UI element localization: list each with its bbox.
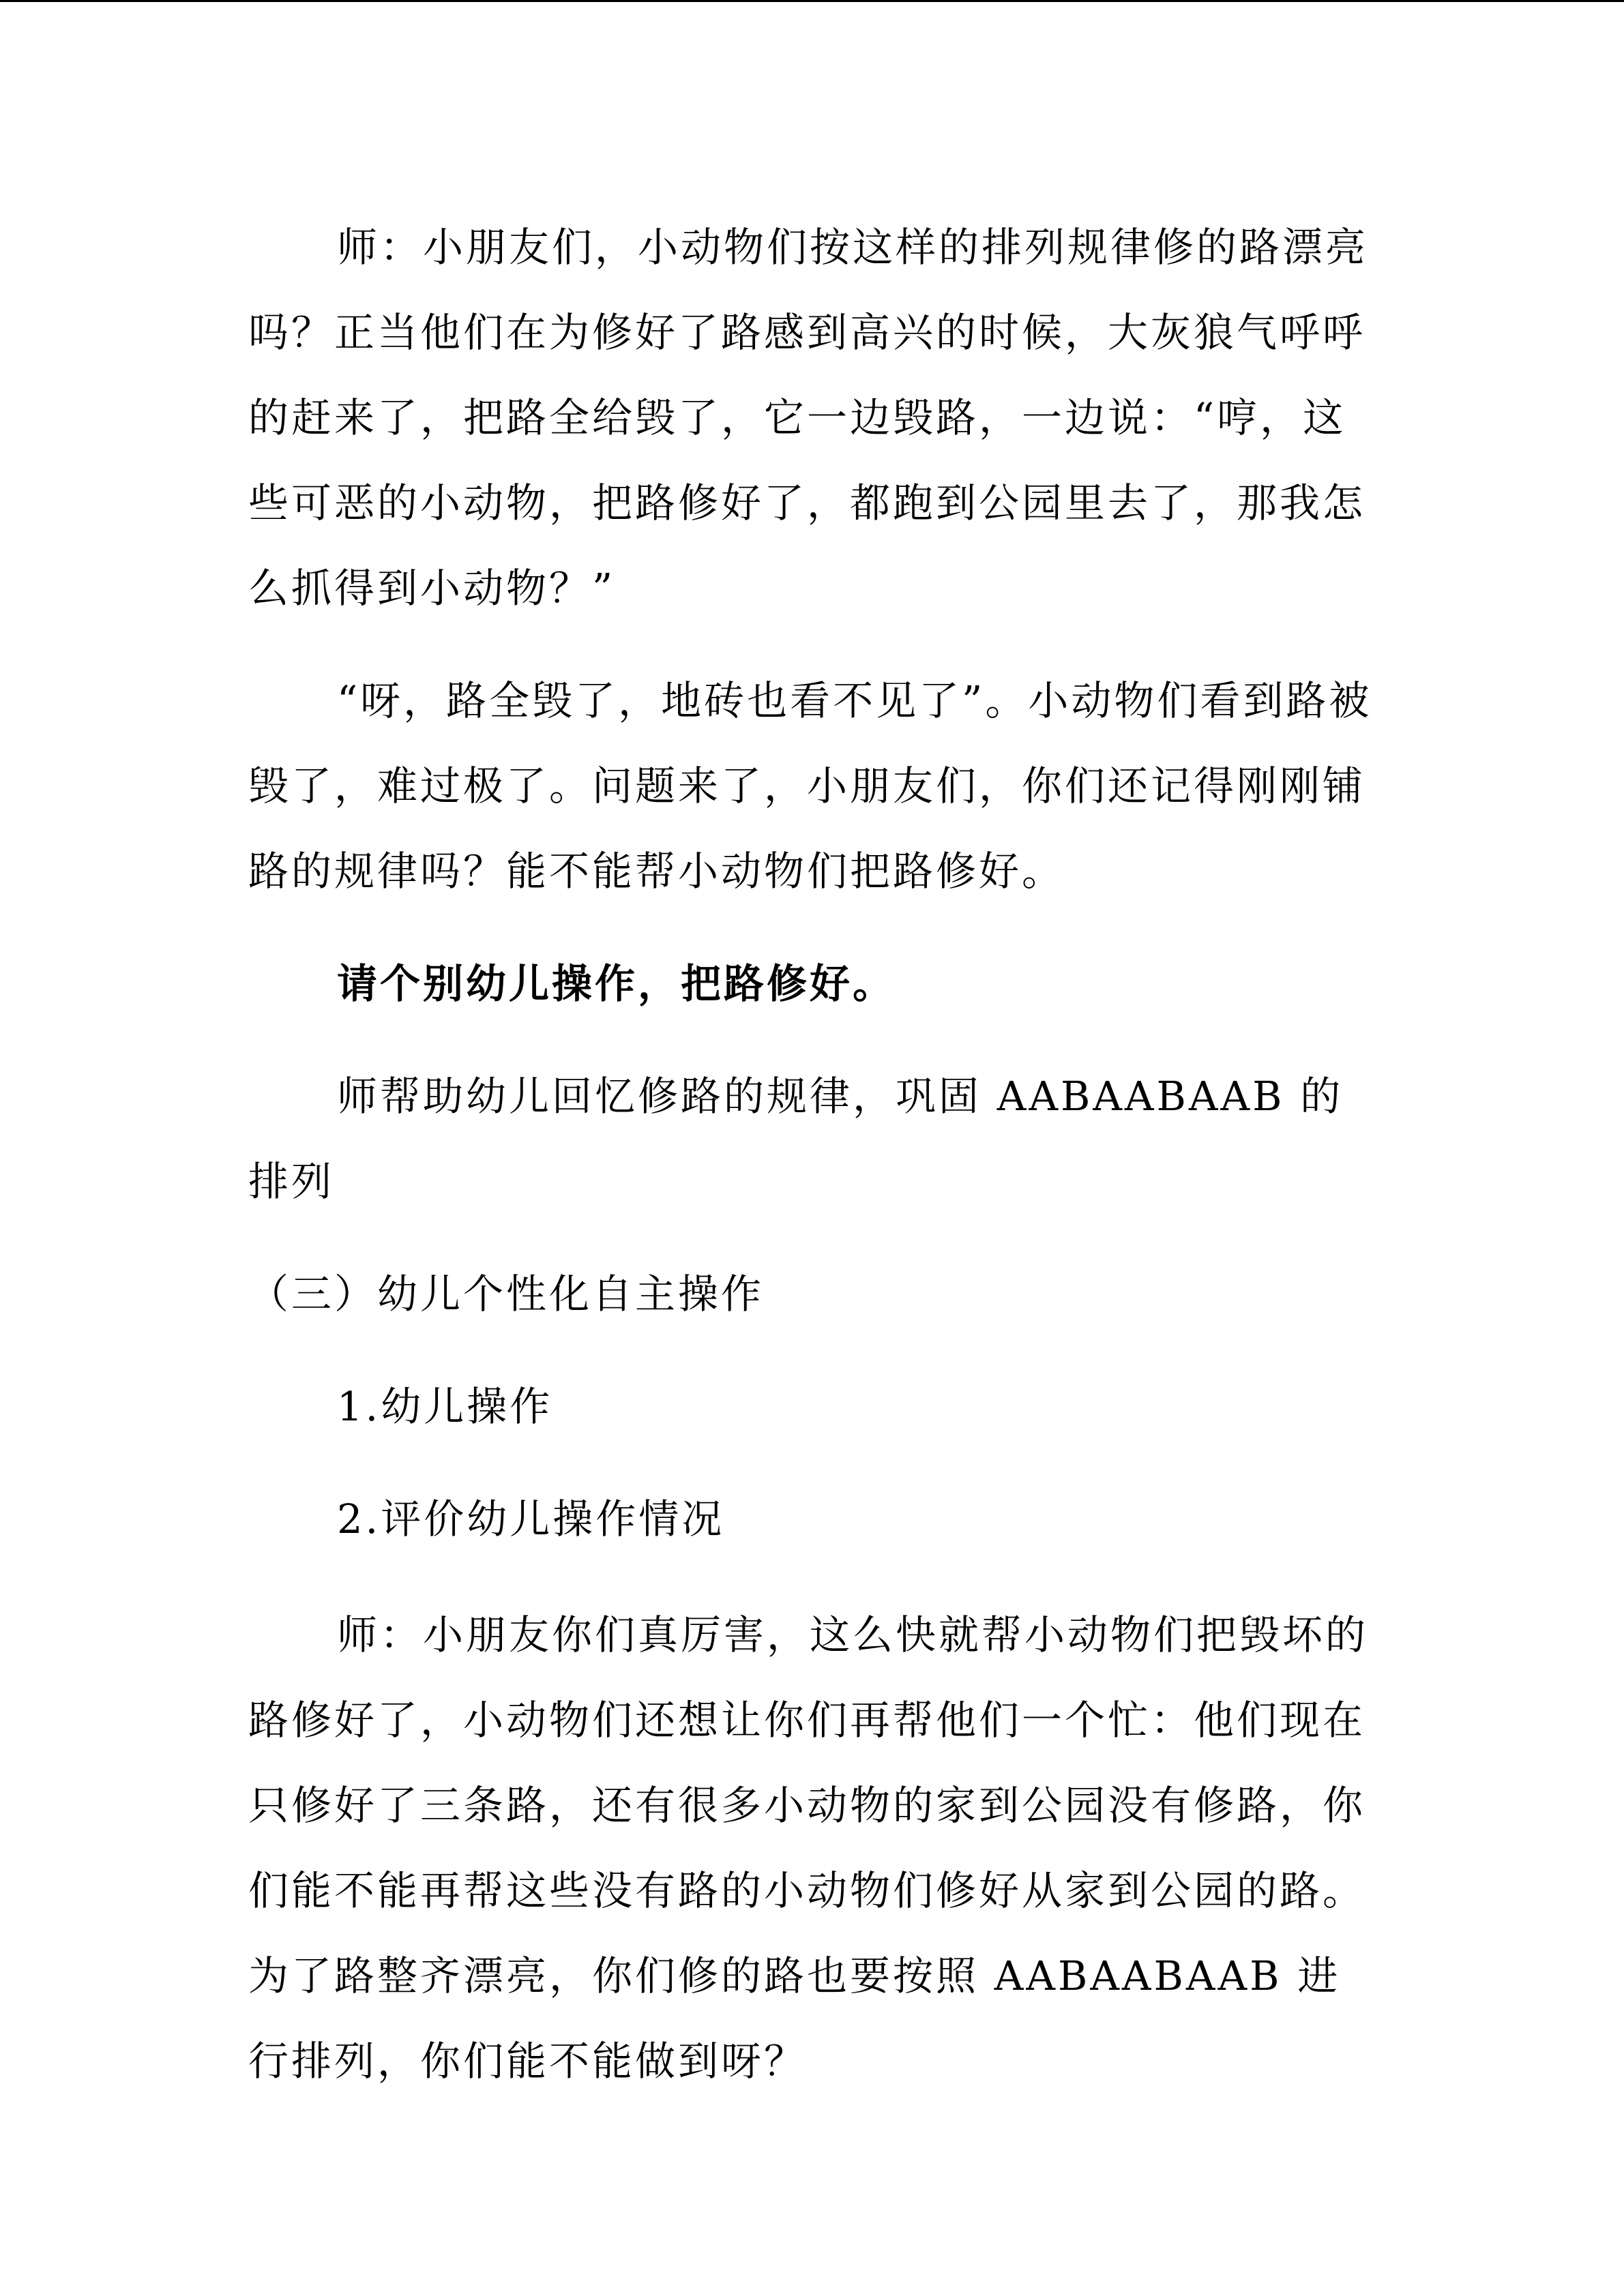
paragraph-review-pattern: 师帮助幼儿回忆修路的规律，巩固 AABAABAAB 的排列	[248, 1073, 1344, 1205]
section-heading-3: （三）幼儿个性化自主操作	[248, 1270, 765, 1317]
paragraph-story-wolf: 师：小朋友们，小动物们按这样的排列规律修的路漂亮吗？正当他们在为修好了路感到高兴的时候，大灰狼气呼呼的赶来了，把路全给毁了，它一边毁路，一边说：“哼，这些可恶的小动物，把路修好了，都跑到公园里去了，那我怎么抓得到小动物？”	[248, 224, 1369, 612]
paragraph-children-operate: 请个别幼儿操作，把路修好。	[337, 960, 896, 1007]
list-item-2: 2.评价幼儿操作情况	[337, 1495, 725, 1542]
paragraph-teacher-praise: 师：小朋友你们真厉害，这么快就帮小动物们把毁坏的路修好了，小动物们还想让你们再帮他们一个忙：他们现在只修好了三条路，还有很多小动物的家到公园没有修路，你们能不能再帮这些没有路的小动物们修好从家到公园的路。为了路整齐漂亮，你们修的路也要按照 AABAABAAB 进行排列，你们能不能做到呀？	[248, 1611, 1369, 2085]
list-item-1: 1.幼儿操作	[337, 1383, 553, 1430]
page-top-border	[0, 0, 1624, 2]
paragraph-road-destroyed: “呀，路全毁了，地砖也看不见了”。小动物们看到路被毁了，难过极了。问题来了，小朋友们，你们还记得刚刚铺路的规律吗？能不能帮小动物们把路修好。	[248, 677, 1372, 895]
document-body	[248, 205, 1374, 2104]
